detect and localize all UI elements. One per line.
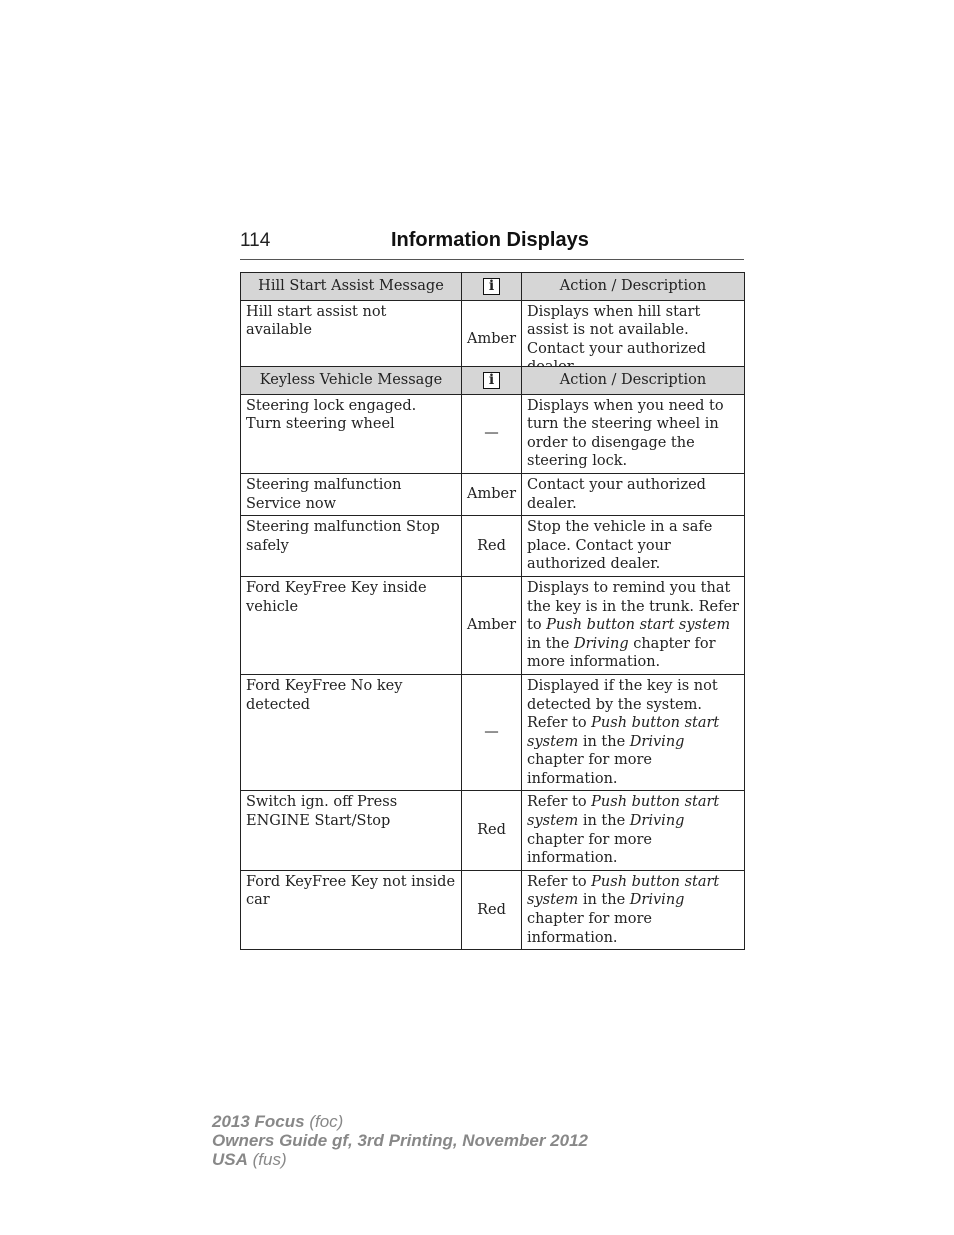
footer-market-code: (fus) xyxy=(247,1150,287,1169)
description-cell xyxy=(522,473,745,515)
section-title: Information Displays xyxy=(391,229,589,251)
indicator-cell: Amber xyxy=(462,576,522,674)
description-text: Displays when hill start assist is not available. Contact your authorized xyxy=(527,303,706,357)
table-row xyxy=(241,791,745,870)
column-header-message: Hill Start Assist Message xyxy=(241,273,462,301)
footer-model: 2013 Focus xyxy=(212,1112,305,1131)
table-row xyxy=(241,516,745,577)
keyless-vehicle-table xyxy=(240,366,745,950)
description-text: chapter for more information. xyxy=(527,635,716,671)
table-row xyxy=(241,473,745,515)
message-cell: Steering lock engaged. Turn steering wheel xyxy=(241,394,462,473)
description-reference: Push button start system xyxy=(527,873,720,909)
footer-line-3 xyxy=(212,1150,588,1169)
description-cell xyxy=(522,674,745,791)
message-cell: Switch ign. off Press ENGINE Start/Stop xyxy=(241,791,462,870)
footer-model-code: (foc) xyxy=(304,1112,344,1131)
column-header-indicator xyxy=(462,273,522,301)
page-footer xyxy=(212,1112,588,1169)
column-header-indicator xyxy=(462,367,522,395)
page-number: 114 xyxy=(240,230,271,251)
message-cell: Ford KeyFree Key inside vehicle xyxy=(241,576,462,674)
indicator-cell: Red xyxy=(462,870,522,949)
description-cell xyxy=(522,870,745,949)
message-cell: Steering malfunction Service now xyxy=(241,473,462,515)
description-text: Displays to remind you that the key is in the trunk. Refer to xyxy=(527,579,739,634)
table-row xyxy=(241,576,745,674)
footer-line-2: Owners Guide gf, 3rd Printing, November 2012 xyxy=(212,1131,588,1150)
description-text: in the xyxy=(527,635,574,652)
info-icon: i xyxy=(483,372,500,389)
indicator-cell: — xyxy=(462,674,522,791)
info-icon: i xyxy=(483,278,500,295)
description-cell xyxy=(522,516,745,577)
description-reference: Push button start system xyxy=(546,617,731,634)
table-row xyxy=(241,870,745,949)
description-reference: Driving xyxy=(629,892,685,909)
footer-market: USA xyxy=(212,1150,248,1169)
description-text: in the xyxy=(578,892,630,909)
column-header-action: Action / Description xyxy=(522,273,745,301)
footer-line-1 xyxy=(212,1112,588,1131)
description-cell xyxy=(522,394,745,473)
message-cell: Ford KeyFree No key detected xyxy=(241,674,462,791)
description-cell xyxy=(522,576,745,674)
description-reference: Driving xyxy=(629,733,685,750)
indicator-cell: Red xyxy=(462,791,522,870)
description-reference: Driving xyxy=(629,813,685,830)
description-text: Contact your authorized dealer. xyxy=(527,476,706,512)
column-header-action: Action / Description xyxy=(522,367,745,395)
indicator-cell: — xyxy=(462,394,522,473)
message-cell: Steering malfunction Stop safely xyxy=(241,516,462,577)
message-cell: Hill start assist not available xyxy=(241,300,462,379)
description-text: chapter for more information. xyxy=(527,911,652,946)
description-text: in the xyxy=(578,733,630,750)
table-row xyxy=(241,674,745,791)
description-cell xyxy=(522,791,745,870)
hill-start-assist-table xyxy=(240,272,745,380)
column-header-message: Keyless Vehicle Message xyxy=(241,367,462,395)
description-text: in the xyxy=(578,813,630,830)
description-reference: Driving xyxy=(573,635,629,652)
description-text: chapter for more information. xyxy=(527,752,652,787)
indicator-cell: Amber xyxy=(462,300,522,379)
description-reference: Push button start system xyxy=(527,715,720,750)
description-text: Refer to xyxy=(527,873,592,890)
description-text: chapter for more information. xyxy=(527,831,652,867)
table-row xyxy=(241,394,745,473)
indicator-cell: Red xyxy=(462,516,522,577)
description-text: Refer to xyxy=(527,794,592,811)
indicator-cell: Amber xyxy=(462,473,522,515)
message-cell: Ford KeyFree Key not inside car xyxy=(241,870,462,949)
description-text: Stop the vehicle in a safe place. Contact your authorized dealer. xyxy=(527,519,713,573)
description-text: Displayed if the key is not detected by the system. Refer to xyxy=(527,677,718,732)
page-header xyxy=(240,229,744,260)
description-text: Displays when you need to turn the steering wheel in order to disengage the steering lock. xyxy=(527,397,724,470)
description-reference: Push button start system xyxy=(527,794,720,830)
